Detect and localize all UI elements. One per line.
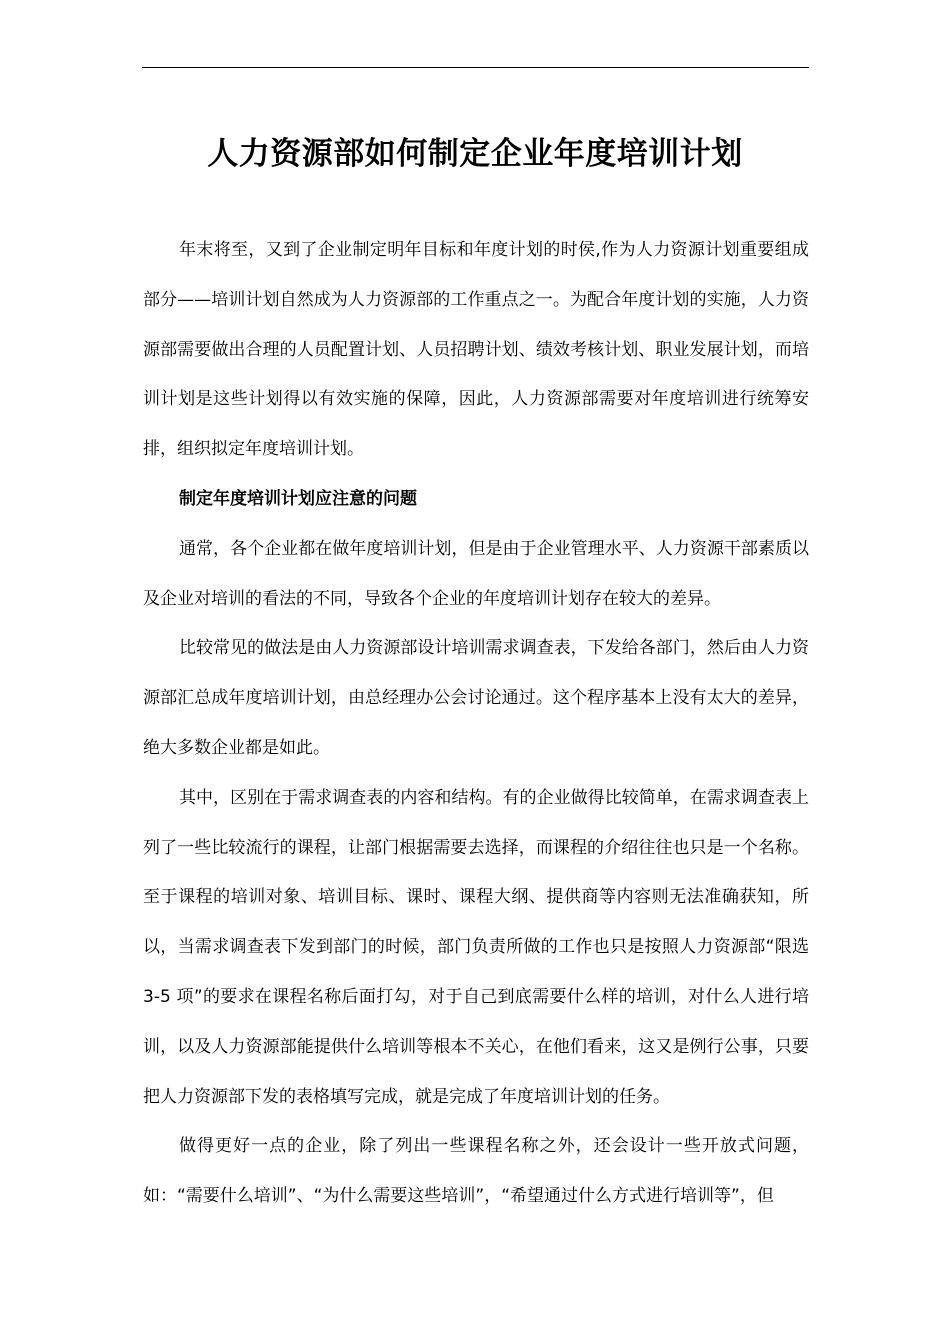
header-rule bbox=[142, 67, 809, 68]
body-paragraph: 其中，区别在于需求调查表的内容和结构。有的企业做得比较简单，在需求调查表上列了一些比较流行的课程，让部门根据需要去选择，而课程的介绍往往也只是一个名称。至于课程的培训对象、培训目标、课时、课程大纲、提供商等内容则无法准确获知，所以，当需求调查表下发到部门的时候，部门负责所做的工作也只是按照人力资源部“限选 3-5 项”的要求在课程名称后面打勾，对于自己到底需要什么样的培训，对什么人进行培训，以及人力资源部能提供什么培训等根本不关心，在他们看来，这又是例行公事，只要把人力资源部下发的表格填写完成，就是完成了年度培训计划的任务。 bbox=[143, 787, 809, 1107]
intro-paragraph: 年末将至，又到了企业制定明年目标和年度计划的时侯,作为人力资源计划重要组成部分——培训计划自然成为人力资源部的工作重点之一。为配合年度计划的实施，人力资源部需要做出合理的人员配置计划、人员招聘计划、绩效考核计划、职业发展计划，而培训计划是这些计划得以有效实施的保障，因此，人力资源部需要对年度培训进行统筹安排，组织拟定年度培训计划。 bbox=[143, 240, 809, 460]
body-paragraph: 通常，各个企业都在做年度培训计划，但是由于企业管理水平、人力资源干部素质以及企业对培训的看法的不同，导致各个企业的年度培训计划存在较大的差异。 bbox=[143, 538, 809, 609]
document-body bbox=[143, 226, 809, 1222]
body-paragraph: 比较常见的做法是由人力资源部设计培训需求调查表，下发给各部门，然后由人力资源部汇总成年度培训计划，由总经理办公会讨论通过。这个程序基本上没有太大的差异，绝大多数企业都是如此。 bbox=[143, 638, 809, 758]
section-heading: 制定年度培训计划应注意的问题 bbox=[179, 488, 417, 509]
document-title: 人力资源部如何制定企业年度培训计划 bbox=[207, 136, 743, 172]
body-paragraph: 做得更好一点的企业，除了列出一些课程名称之外，还会设计一些开放式问题，如：“需要什么培训”、“为什么需要这些培训”，“希望通过什么方式进行培训等”，但 bbox=[143, 1136, 809, 1207]
